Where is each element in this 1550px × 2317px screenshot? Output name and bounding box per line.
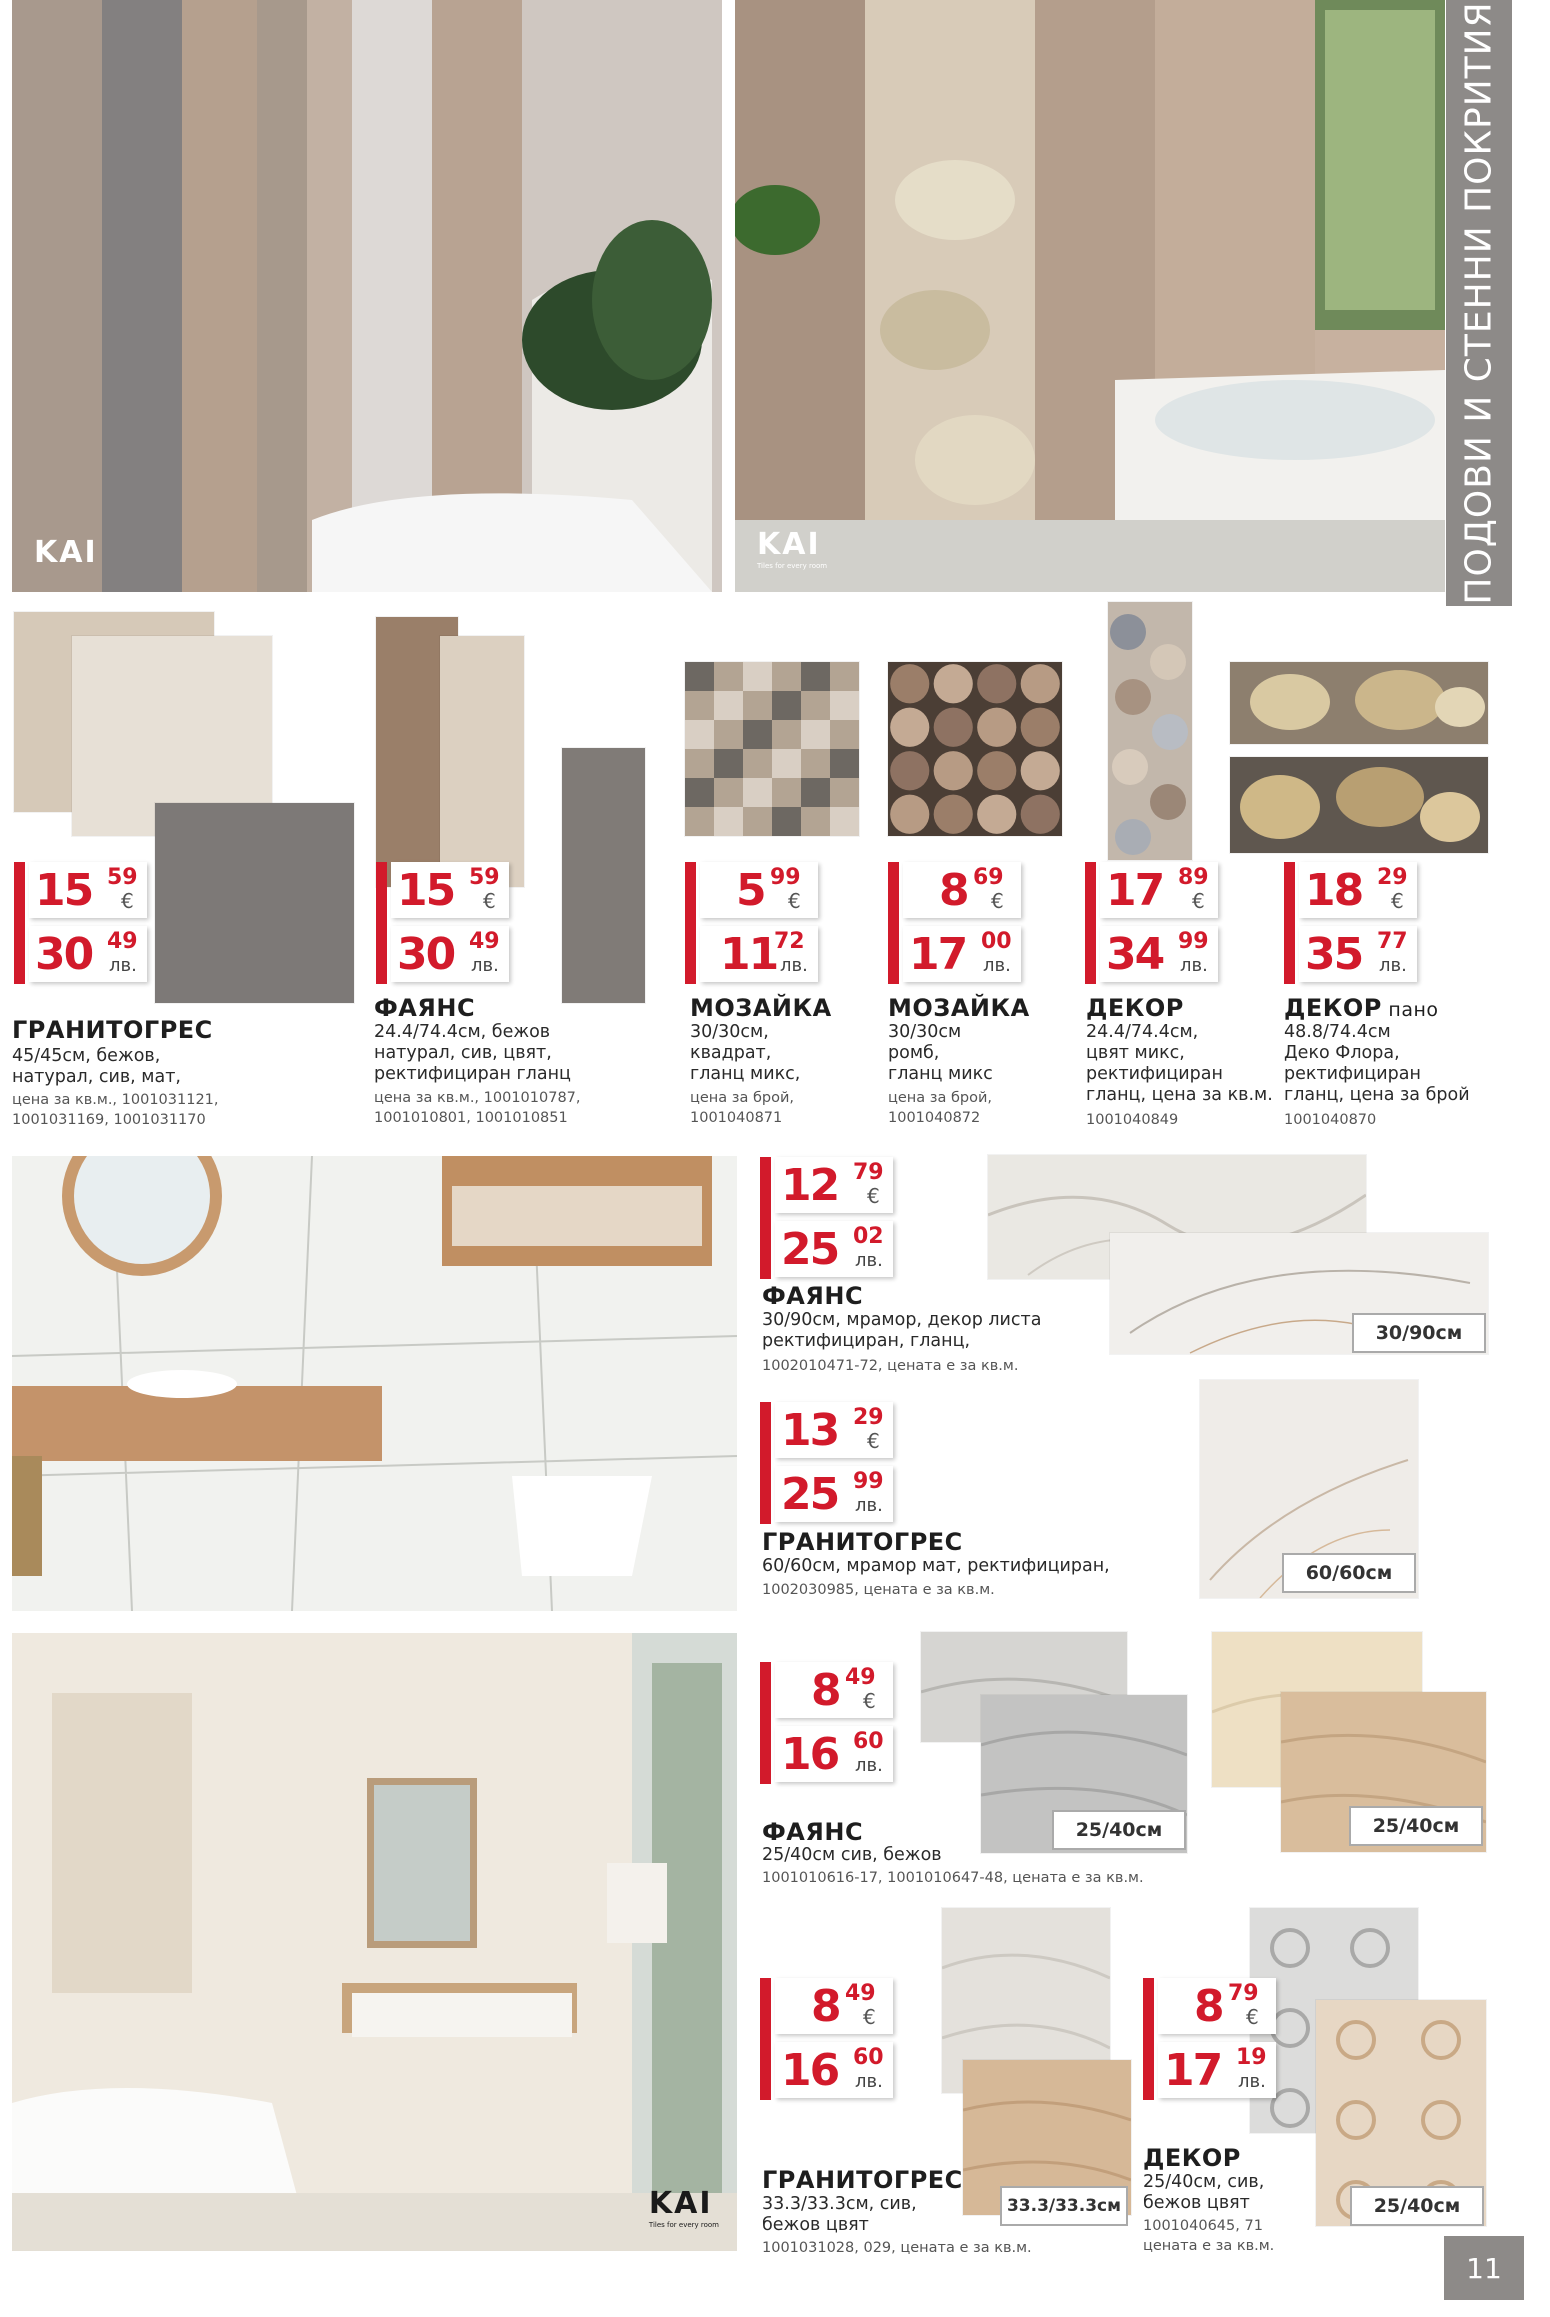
lev-sign: лв. (1238, 2071, 1266, 2092)
product-name: ГРАНИТОГРЕС (762, 2166, 963, 2194)
product-name: ФАЯНС (374, 994, 476, 1022)
price-eur (903, 862, 1021, 918)
product-name: ГРАНИТОГРЕС (762, 1528, 963, 1556)
lev-sign: лв. (1180, 955, 1208, 976)
lev-sign: лв. (1379, 955, 1407, 976)
price-bgn-int: 16 (781, 1729, 839, 1780)
price-tag (376, 862, 516, 984)
price-bgn (775, 1726, 893, 1782)
product-description: 24.4/74.4см, цвят микс, ректифициран гланц, цена за кв.м. (1086, 1022, 1273, 1105)
price-accent-bar (376, 862, 387, 984)
size-label: 33.3/33.3см (1000, 2186, 1128, 2226)
price-accent-bar (760, 1402, 771, 1524)
price-bgn-int: 30 (397, 929, 455, 980)
price-eur (1299, 862, 1417, 918)
lev-sign: лв. (855, 2071, 883, 2092)
euro-sign: € (483, 889, 496, 913)
price-bgn (1100, 926, 1218, 982)
product-code: цена за брой, 1001040872 (888, 1090, 993, 1126)
lev-sign: лв. (471, 955, 499, 976)
product-name-suffix: пано (1381, 999, 1439, 1021)
size-label: 25/40см (1350, 2186, 1484, 2226)
brand-logo (649, 2186, 719, 2229)
brand-name: KAI (648, 2186, 713, 2221)
price-eur-int: 13 (781, 1405, 839, 1456)
euro-sign: € (1192, 889, 1205, 913)
tile-decor-flora-b (1230, 757, 1488, 853)
bathroom-photo-4 (12, 1633, 737, 2251)
price-eur-cents: 99 (770, 865, 801, 890)
product-name-main: ДЕКОР (1284, 994, 1382, 1022)
price-bgn-cents: 00 (981, 929, 1012, 954)
product-description: 30/30см ромб, гланц микс (888, 1022, 993, 1084)
product-code: 1002030985, цената е за кв.м. (762, 1582, 995, 1598)
price-eur (775, 1157, 893, 1213)
product-description: 30/30см, квадрат, гланц микс, (690, 1022, 801, 1084)
euro-sign: € (863, 2005, 876, 2029)
product-name: ФАЯНС (762, 1282, 864, 1310)
price-bgn-int: 25 (781, 1224, 839, 1275)
price-bgn-int: 34 (1106, 929, 1164, 980)
price-bgn-int: 16 (781, 2045, 839, 2096)
price-bgn-int: 11 (720, 929, 778, 980)
price-tag (14, 862, 154, 984)
tile-mosaic-rhomb (888, 662, 1062, 836)
brand-tagline: Tiles for every room (648, 2221, 719, 2229)
price-eur-cents: 89 (1178, 865, 1209, 890)
product-code: цена за кв.м., 1001010787, 1001010801, 1001010851 (374, 1090, 581, 1126)
price-eur-cents: 79 (853, 1160, 884, 1185)
price-bgn-cents: 49 (107, 929, 138, 954)
product-code: цена за брой, 1001040871 (690, 1090, 795, 1126)
tile-mosaic-square (685, 662, 859, 836)
lev-sign: лв. (855, 1250, 883, 1271)
bathroom-photo-2 (735, 0, 1445, 592)
price-eur (775, 1662, 893, 1718)
brand-logo (757, 527, 827, 570)
product-description: 25/40см, сив, бежов цвят (1143, 2172, 1265, 2213)
price-eur (1100, 862, 1218, 918)
tile-decor-mix (1108, 602, 1192, 860)
price-eur-cents: 79 (1228, 1981, 1259, 2006)
product-code: 1001010616-17, 1001010647-48, цената е за кв.м. (762, 1870, 1144, 1886)
price-eur (391, 862, 509, 918)
price-bgn-int: 25 (781, 1469, 839, 1520)
price-bgn (775, 1466, 893, 1522)
product-code: цена за кв.м., 1001031121, 1001031169, 1001031170 (12, 1092, 219, 1128)
product-description: 60/60см, мрамор мат, ректифициран, (762, 1556, 1110, 1576)
price-tag (685, 862, 825, 984)
size-label: 25/40см (1349, 1806, 1483, 1846)
price-bgn-int: 17 (909, 929, 967, 980)
price-bgn (903, 926, 1021, 982)
product-name: ФАЯНС (762, 1818, 864, 1846)
bathroom-photo-3 (12, 1156, 737, 1611)
price-bgn (391, 926, 509, 982)
product-name: МОЗАЙКА (690, 994, 832, 1022)
lev-sign: лв. (983, 955, 1011, 976)
price-eur-cents: 59 (469, 865, 500, 890)
bathroom-photo-1 (12, 0, 722, 592)
price-tag (760, 1157, 900, 1279)
price-eur (700, 862, 818, 918)
euro-sign: € (867, 1184, 880, 1208)
price-eur-int: 8 (811, 1981, 840, 2032)
price-eur-cents: 49 (845, 1665, 876, 1690)
size-label: 30/90см (1352, 1313, 1486, 1353)
price-bgn-cents: 19 (1236, 2045, 1267, 2070)
price-eur-int: 15 (35, 865, 93, 916)
price-eur-cents: 69 (973, 865, 1004, 890)
product-description: 48.8/74.4см Деко Флора, ректифициран гланц, цена за брой (1284, 1022, 1470, 1105)
price-eur (29, 862, 147, 918)
price-eur-cents: 29 (853, 1405, 884, 1430)
brand-name: KAI (34, 535, 98, 570)
price-eur-cents: 29 (1377, 865, 1408, 890)
lev-sign: лв. (780, 955, 808, 976)
tile-granite-gray (155, 803, 354, 1003)
price-tag (888, 862, 1028, 984)
product-name: МОЗАЙКА (888, 994, 1030, 1022)
euro-sign: € (121, 889, 134, 913)
price-accent-bar (760, 1978, 771, 2100)
price-bgn-cents: 49 (469, 929, 500, 954)
price-accent-bar (760, 1157, 771, 1279)
euro-sign: € (867, 1429, 880, 1453)
price-eur-int: 18 (1305, 865, 1363, 916)
tile-faience-beige (440, 636, 524, 887)
brand-logo (34, 535, 98, 570)
price-eur (775, 1978, 893, 2034)
price-eur-cents: 59 (107, 865, 138, 890)
price-eur (1158, 1978, 1276, 2034)
price-accent-bar (14, 862, 25, 984)
price-bgn-cents: 72 (774, 929, 805, 954)
product-description: 30/90см, мрамор, декор листа ректифициран, гланц, (762, 1310, 1042, 1351)
price-tag (760, 1402, 900, 1524)
product-name (1284, 994, 1439, 1022)
product-name: ДЕКОР (1086, 994, 1184, 1022)
price-bgn-int: 30 (35, 929, 93, 980)
price-eur-cents: 49 (845, 1981, 876, 2006)
price-eur-int: 8 (811, 1665, 840, 1716)
tile-decor-flora-a (1230, 662, 1488, 744)
price-bgn (700, 926, 818, 982)
product-code: 1001040645, 71 цената е за кв.м. (1143, 2218, 1275, 2254)
price-bgn-int: 35 (1305, 929, 1363, 980)
price-tag (1085, 862, 1225, 984)
product-code: 1001040849 (1086, 1112, 1179, 1128)
lev-sign: лв. (855, 1755, 883, 1776)
price-eur-int: 5 (736, 865, 765, 916)
product-code: 1002010471-72, цената е за кв.м. (762, 1358, 1019, 1374)
euro-sign: € (863, 1689, 876, 1713)
price-eur-int: 17 (1106, 865, 1164, 916)
price-eur-int: 12 (781, 1160, 839, 1211)
product-code: 1001031028, 029, цената е за кв.м. (762, 2240, 1032, 2256)
price-accent-bar (1284, 862, 1295, 984)
lev-sign: лв. (109, 955, 137, 976)
price-accent-bar (1085, 862, 1096, 984)
price-bgn-cents: 60 (853, 2045, 884, 2070)
price-eur-int: 15 (397, 865, 455, 916)
product-code: 1001040870 (1284, 1112, 1377, 1128)
section-title: ПОДОВИ И СТЕННИ ПОКРИТИЯ (1458, 1, 1500, 605)
price-bgn (1299, 926, 1417, 982)
price-accent-bar (760, 1662, 771, 1784)
size-label: 60/60см (1282, 1553, 1416, 1593)
price-bgn-cents: 02 (853, 1224, 884, 1249)
price-eur-int: 8 (1194, 1981, 1223, 2032)
price-accent-bar (685, 862, 696, 984)
page-number: 11 (1444, 2236, 1524, 2300)
product-name: ГРАНИТОГРЕС (12, 1016, 213, 1044)
product-description: 25/40см сив, бежов (762, 1845, 942, 1865)
price-tag (1143, 1978, 1283, 2100)
price-bgn (775, 1221, 893, 1277)
price-bgn (1158, 2042, 1276, 2098)
price-bgn (775, 2042, 893, 2098)
price-bgn-cents: 99 (1178, 929, 1209, 954)
price-bgn-cents: 99 (853, 1469, 884, 1494)
price-accent-bar (1143, 1978, 1154, 2100)
price-bgn-cents: 77 (1377, 929, 1408, 954)
price-tag (760, 1662, 900, 1784)
product-name: ДЕКОР (1143, 2144, 1241, 2172)
product-description: 33.3/33.3см, сив, бежов цвят (762, 2194, 917, 2235)
price-eur-int: 8 (939, 865, 968, 916)
tile-faience-gray (562, 748, 645, 1003)
euro-sign: € (788, 889, 801, 913)
product-description: 45/45см, бежов, натурал, сив, мат, (12, 1046, 181, 1087)
product-description: 24.4/74.4см, бежов натурал, сив, цвят, ректифициран гланц (374, 1022, 571, 1084)
price-tag (1284, 862, 1424, 984)
price-tag (760, 1978, 900, 2100)
size-label: 25/40см (1052, 1810, 1186, 1850)
price-eur (775, 1402, 893, 1458)
euro-sign: € (1391, 889, 1404, 913)
price-bgn (29, 926, 147, 982)
brand-name: KAI (757, 527, 821, 562)
price-accent-bar (888, 862, 899, 984)
price-bgn-cents: 60 (853, 1729, 884, 1754)
lev-sign: лв. (855, 1495, 883, 1516)
euro-sign: € (991, 889, 1004, 913)
price-bgn-int: 17 (1164, 2045, 1222, 2096)
section-title-band (1446, 0, 1512, 606)
euro-sign: € (1246, 2005, 1259, 2029)
brand-tagline: Tiles for every room (757, 562, 828, 570)
